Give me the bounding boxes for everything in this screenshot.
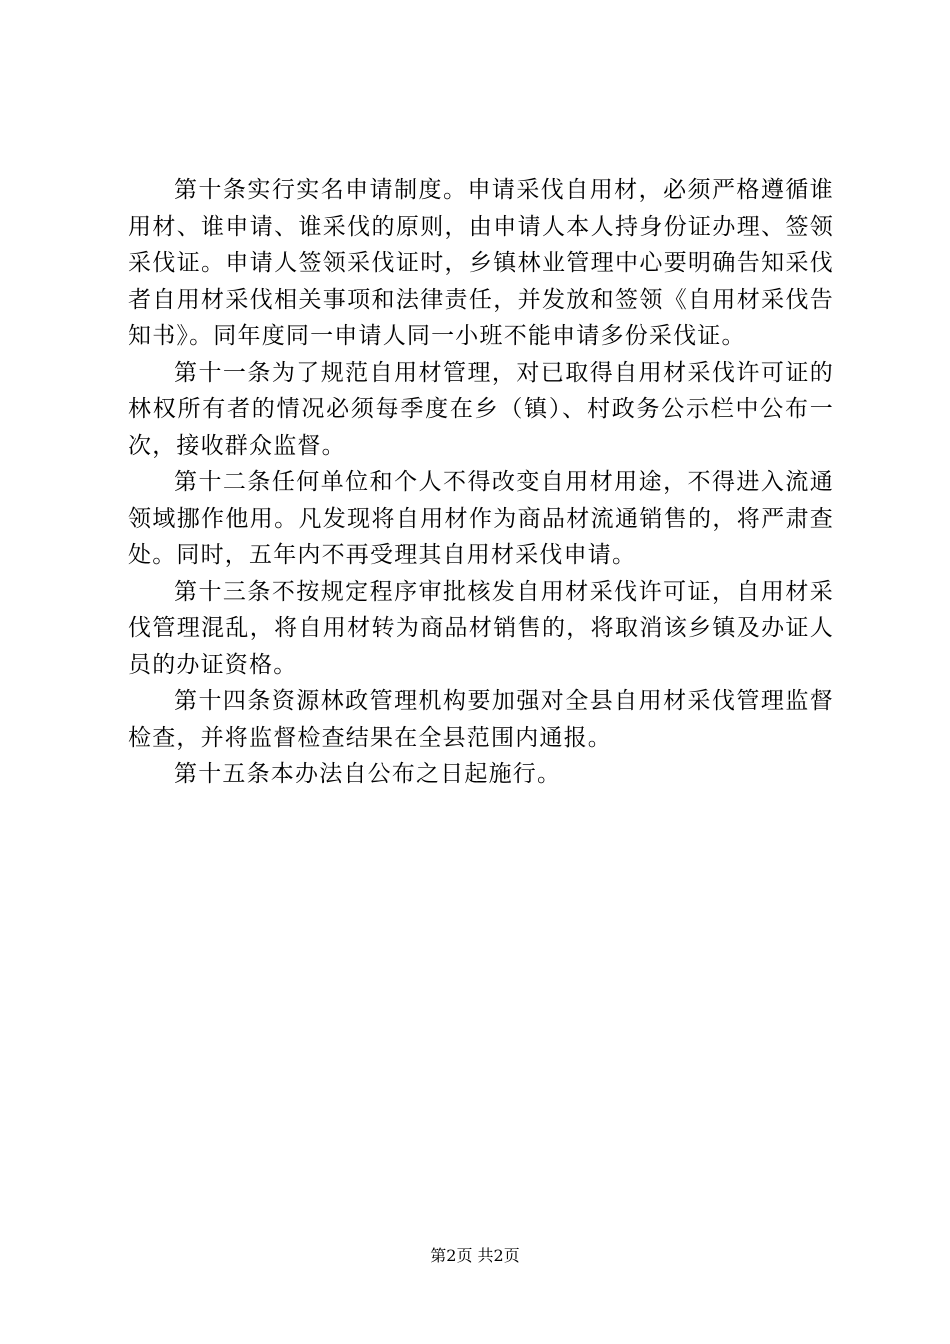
document-body (128, 172, 834, 793)
article-14: 第十四条资源林政管理机构要加强对全县自用材采伐管理监督检查，并将监督检查结果在全县范围内通报。 (128, 688, 834, 751)
article-15: 第十五条本办法自公布之日起施行。 (174, 761, 562, 787)
article-11: 第十一条为了规范自用材管理，对已取得自用材采伐许可证的林权所有者的情况必须每季度在乡（镇）、村政务公示栏中公布一次，接收群众监督。 (128, 359, 834, 459)
article-12: 第十二条任何单位和个人不得改变自用材用途，不得进入流通领域挪作他用。凡发现将自用材作为商品材流通销售的，将严肃查处。同时，五年内不再受理其自用材采伐申请。 (128, 469, 834, 568)
article-13: 第十三条不按规定程序审批核发自用材采伐许可证，自用材采伐管理混乱，将自用材转为商品材销售的，将取消该乡镇及办证人员的办证资格。 (128, 578, 834, 678)
page-number-footer: 第2页 共2页 (430, 1246, 520, 1265)
article-10: 第十条实行实名申请制度。申请采伐自用材，必须严格遵循谁用材、谁申请、谁采伐的原则，由申请人本人持身份证办理、签领采伐证。申请人签领采伐证时，乡镇林业管理中心要明确告知采伐者自用材采伐相关事项和法律责任，并发放和签领《自用材采伐告知书》。同年度同一申请人同一小班不能申请多份采伐证。 (128, 177, 834, 349)
